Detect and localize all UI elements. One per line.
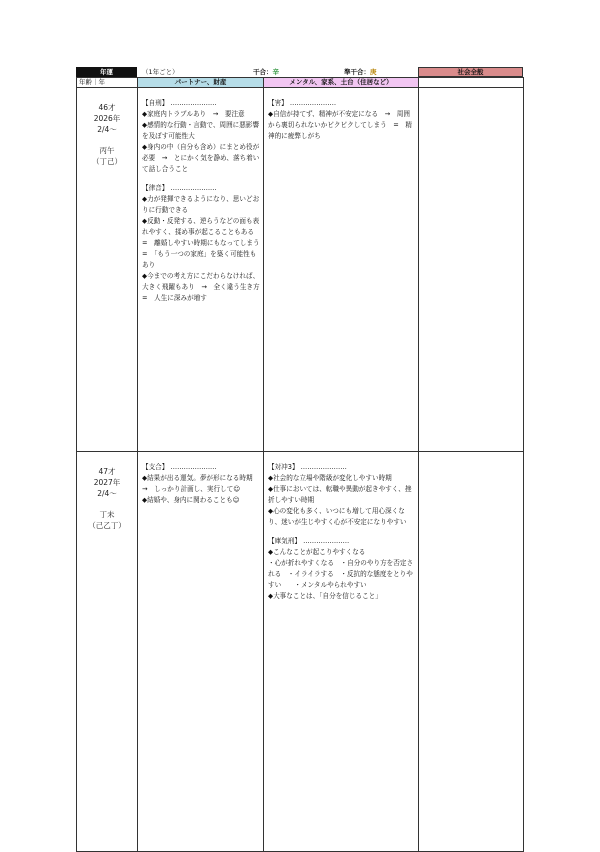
partner-cell	[138, 88, 267, 452]
social-blank-header	[419, 78, 524, 88]
kanshi-hidden: （己乙丁）	[88, 521, 126, 530]
section-heading: 【害】 …………………	[268, 99, 337, 107]
section-heading: 【支合】 …………………	[142, 463, 217, 471]
column-header-row	[77, 78, 524, 88]
fortune-sheet	[76, 67, 523, 600]
section-line: ◆仕事においては、転職や異動が起きやすく、挫折しやすい時期	[268, 485, 412, 504]
age-year-header: 年齢｜年	[77, 78, 138, 88]
section-line: ◆自信が持てず、精神が不安定になる → 周囲から裏切られないかビクビクしてしまう = 精神的に疲弊しがち	[268, 110, 412, 140]
social-cell	[419, 88, 524, 452]
section-heading: 【対冲3】 …………………	[268, 463, 347, 471]
kanshi-hidden: （丁己）	[92, 157, 122, 166]
fortune-table	[76, 77, 524, 852]
title-row	[76, 67, 523, 77]
section-heading: 【庫気刑】 …………………	[268, 537, 350, 545]
kanshi: 丙午	[99, 146, 115, 155]
section-line: ◆家庭内トラブルあり → 要注意	[142, 110, 245, 118]
mental-cell	[264, 452, 419, 852]
social-cell	[419, 452, 524, 852]
year: 2026年	[93, 114, 121, 123]
mental-header: メンタル、家系、土台（住居など）	[264, 78, 419, 88]
table-row	[77, 452, 524, 852]
section-line: ◆反動・反発する、逆らうなどの面も表れやすく、揉め事が起こることもある = 離婚しやすい時期にもなってしまう = 「もう一つの家庭」を築く可能性もあり	[142, 217, 267, 269]
section-heading: 【自刑】 …………………	[142, 99, 217, 107]
sheet-title: 年運	[76, 67, 137, 77]
section-line: ◆結果が出る運気。夢が形になる時期 → しっかり計画し、実行して☺	[142, 474, 260, 493]
age: 46才	[98, 103, 116, 112]
age: 47才	[98, 467, 116, 476]
section-line: ◆社会的な立場や階級が変化しやすい時期	[268, 474, 392, 482]
section-line: ◆身内の中（自分も含め）にまとめ役が必要 → とにかく気を静め、落ち着いて話し合うこと	[142, 143, 260, 173]
kanshi: 丁未	[99, 510, 115, 519]
partner-header: パートナー、財産	[138, 78, 264, 88]
section-line: ◆大事なことは、「自分を信じること」	[268, 592, 382, 600]
section-heading: 【律音】 …………………	[142, 184, 217, 192]
start-date: 2/4～	[97, 489, 117, 498]
jun-value: 庚	[370, 68, 377, 76]
age-cell	[77, 452, 138, 852]
section	[268, 536, 416, 602]
section-line: ◆こんなことが起こりやすくなる	[268, 548, 366, 556]
kan-value: 辛	[272, 68, 279, 76]
section-line: ◆結婚や、身内に関わることも☺	[142, 496, 240, 504]
mental-cell	[264, 88, 419, 452]
partner-cell	[138, 452, 264, 852]
section	[268, 98, 416, 142]
section-line: ◆感情的な行動・言動で、周囲に悪影響を及ぼす可能性大	[142, 121, 260, 140]
year: 2027年	[93, 478, 121, 487]
section-line: ◆今までの考え方にこだわらなければ、大きく飛躍もあり → 全く違う生き方 = 人生に深みが増す	[142, 272, 267, 302]
section	[142, 183, 267, 304]
section-line: ・心が折れやすくなる ・自分のやり方を否定される ・イライラする ・反抗的な態度をとりやすい ・メンタルやられやすい	[268, 559, 414, 589]
section-line: ◆心の変化も多く、いつにも増して用心深くなり、迷いが生じやすく心が不安定になりやすい	[268, 507, 407, 526]
section-line: ◆力が発揮できるようになり、思いどおりに行動できる	[142, 195, 260, 214]
per-year-note: （1年ごと）	[142, 68, 179, 76]
social-header: 社会全般	[418, 67, 523, 77]
section	[268, 462, 416, 528]
table-row	[77, 88, 524, 452]
section	[142, 98, 261, 175]
age-cell	[77, 88, 138, 452]
jun-label: 準干合：庚	[344, 68, 377, 76]
kan-label: 干合：辛	[253, 68, 279, 76]
start-date: 2/4～	[97, 125, 117, 134]
section	[142, 462, 261, 506]
